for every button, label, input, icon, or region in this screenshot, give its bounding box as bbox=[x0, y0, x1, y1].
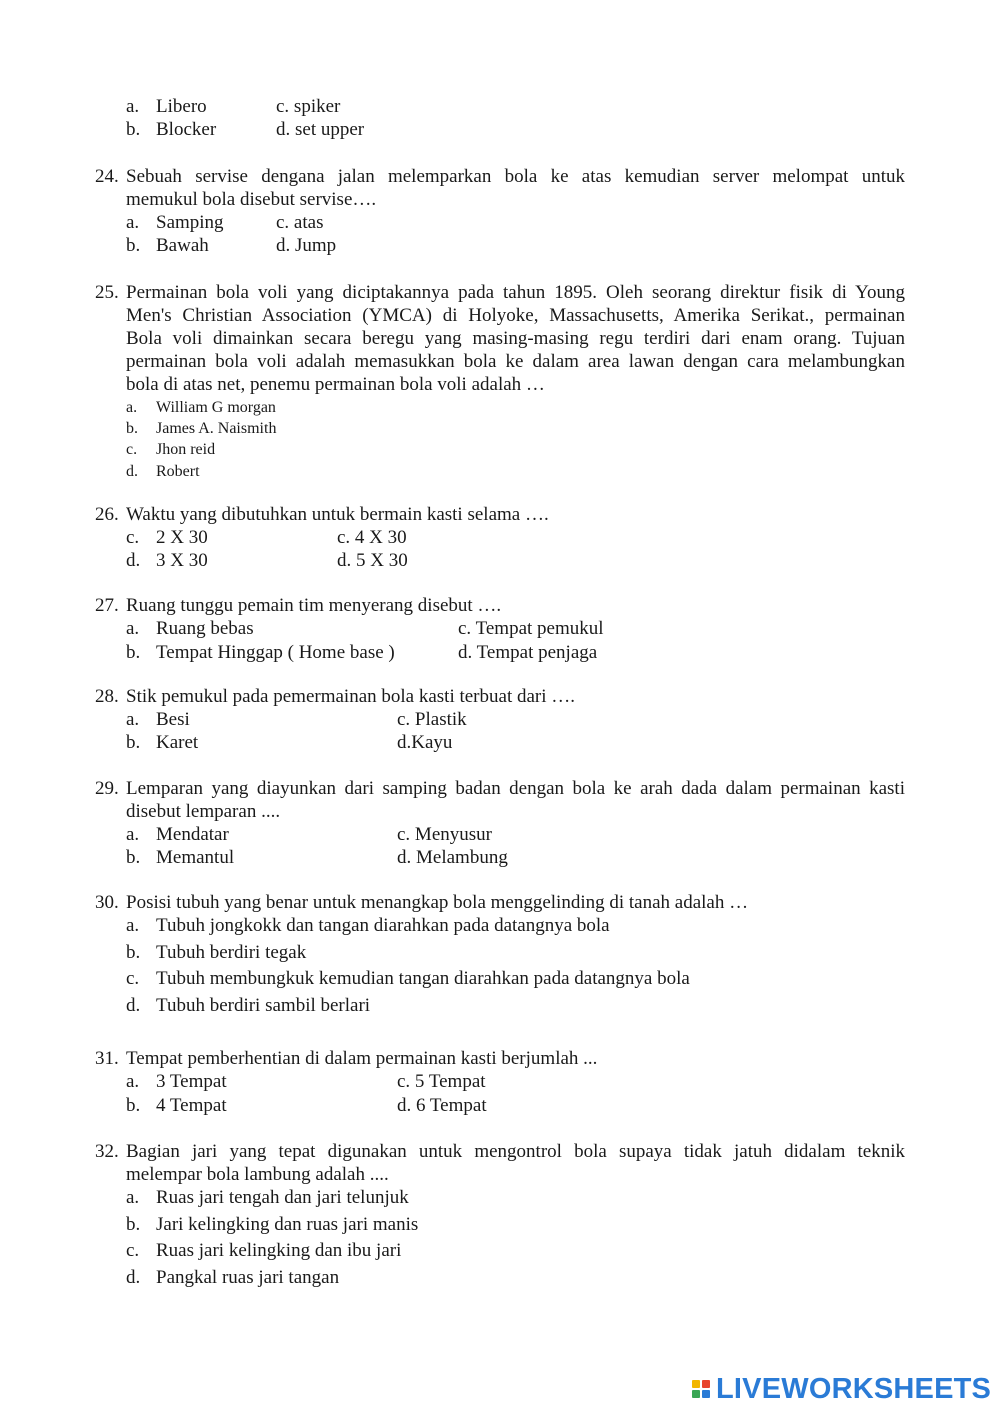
q32-option-c: Ruas jari kelingking dan ibu jari bbox=[156, 1240, 402, 1261]
option-letter: a. bbox=[126, 709, 140, 730]
q31-option-c: c. 5 Tempat bbox=[397, 1071, 486, 1092]
logo-text: LIVEWORKSHEETS bbox=[716, 1372, 992, 1405]
q24-text-line2: memukul bola disebut servise…. bbox=[126, 189, 377, 210]
q25-text-line: Permainan bola voli yang diciptakannya pada tahun 1895. Oleh seorang direktur fisik di Young bbox=[126, 282, 905, 303]
option-letter: d. bbox=[126, 995, 141, 1016]
q24-number: 24. bbox=[95, 166, 119, 187]
option-letter: c. bbox=[126, 441, 138, 458]
q24-option-b: Bawah bbox=[156, 235, 209, 256]
q28-option-c: c. Plastik bbox=[397, 709, 467, 730]
option-letter: d. bbox=[126, 463, 138, 480]
option-letter: a. bbox=[126, 96, 140, 117]
q29-text-line2: disebut lemparan .... bbox=[126, 801, 281, 822]
q24-option-d: d. Jump bbox=[276, 235, 337, 256]
option-letter: a. bbox=[126, 915, 140, 936]
q27-option-a: Ruang bebas bbox=[156, 618, 254, 639]
q25-option-c: Jhon reid bbox=[156, 441, 216, 458]
q32-option-d: Pangkal ruas jari tangan bbox=[156, 1267, 340, 1288]
q25-number: 25. bbox=[95, 282, 119, 303]
q27-option-c: c. Tempat pemukul bbox=[458, 618, 604, 639]
option-letter: a. bbox=[126, 1071, 140, 1092]
logo-square bbox=[702, 1380, 710, 1388]
q23-option-b: Blocker bbox=[156, 119, 217, 140]
q25-option-b: James A. Naismith bbox=[156, 420, 277, 437]
q30-option-b: Tubuh berdiri tegak bbox=[156, 942, 307, 963]
q26-option-4: d. 5 X 30 bbox=[337, 550, 408, 571]
q26-option-1: 2 X 30 bbox=[156, 527, 208, 548]
option-letter: a. bbox=[126, 212, 140, 233]
option-letter: b. bbox=[126, 642, 141, 663]
q24-text-line1: Sebuah servise dengana jalan melemparkan bola ke atas kemudian server melompat untuk bbox=[126, 166, 905, 187]
option-letter: c. bbox=[126, 1240, 140, 1261]
q31-number: 31. bbox=[95, 1048, 119, 1069]
logo-squares-icon bbox=[692, 1380, 710, 1398]
q27-option-d: d. Tempat penjaga bbox=[458, 642, 598, 663]
q27-option-b: Tempat Hinggap ( Home base ) bbox=[156, 642, 395, 663]
option-letter: a. bbox=[126, 618, 140, 639]
option-letter: b. bbox=[126, 1214, 141, 1235]
q25-option-a: William G morgan bbox=[156, 399, 276, 416]
option-letter: b. bbox=[126, 847, 141, 868]
q29-text-line1: Lemparan yang diayunkan dari samping badan dengan bola ke arah dada dalam permainan kasti bbox=[126, 778, 905, 799]
q30-number: 30. bbox=[95, 892, 119, 913]
q31-option-a: 3 Tempat bbox=[156, 1071, 227, 1092]
q30-text: Posisi tubuh yang benar untuk menangkap bola menggelinding di tanah adalah … bbox=[126, 892, 749, 913]
q26-number: 26. bbox=[95, 504, 119, 525]
q32-text-line2: melempar bola lambung adalah .... bbox=[126, 1164, 389, 1185]
q28-text: Stik pemukul pada pemermainan bola kasti terbuat dari …. bbox=[126, 686, 576, 707]
option-letter: b. bbox=[126, 732, 141, 753]
q29-option-c: c. Menyusur bbox=[397, 824, 492, 845]
option-letter: b. bbox=[126, 420, 138, 437]
q29-number: 29. bbox=[95, 778, 119, 799]
q23-option-a: Libero bbox=[156, 96, 207, 117]
q30-option-a: Tubuh jongkokk dan tangan diarahkan pada datangnya bola bbox=[156, 915, 610, 936]
q31-option-d: d. 6 Tempat bbox=[397, 1095, 487, 1116]
liveworksheets-logo[interactable] bbox=[692, 1374, 991, 1404]
option-letter: d. bbox=[126, 550, 141, 571]
q27-number: 27. bbox=[95, 595, 119, 616]
option-letter: a. bbox=[126, 1187, 140, 1208]
q28-number: 28. bbox=[95, 686, 119, 707]
q30-option-c: Tubuh membungkuk kemudian tangan diarahkan pada datangnya bola bbox=[156, 968, 690, 989]
logo-square bbox=[692, 1380, 700, 1388]
q31-text: Tempat pemberhentian di dalam permainan kasti berjumlah ... bbox=[126, 1048, 598, 1069]
q25-text-line: Bola voli dimainkan secara beregu yang masing-masing regu terdiri dari enam orang. Tujuan bbox=[126, 328, 905, 349]
option-letter: c. bbox=[126, 968, 140, 989]
q26-option-3: c. 4 X 30 bbox=[337, 527, 407, 548]
q27-text: Ruang tunggu pemain tim menyerang disebut …. bbox=[126, 595, 502, 616]
option-letter: b. bbox=[126, 1095, 141, 1116]
q25-text-line: bola di atas net, penemu permainan bola voli adalah … bbox=[126, 374, 545, 395]
q32-option-b: Jari kelingking dan ruas jari manis bbox=[156, 1214, 419, 1235]
option-letter: b. bbox=[126, 119, 141, 140]
q32-option-a: Ruas jari tengah dan jari telunjuk bbox=[156, 1187, 409, 1208]
q29-option-b: Memantul bbox=[156, 847, 235, 868]
q32-number: 32. bbox=[95, 1141, 119, 1162]
q28-option-d: d.Kayu bbox=[397, 732, 453, 753]
q31-option-b: 4 Tempat bbox=[156, 1095, 227, 1116]
q29-option-a: Mendatar bbox=[156, 824, 229, 845]
q23-option-c: c. spiker bbox=[276, 96, 341, 117]
q25-text-line: permainan bola voli adalah memasukkan bola ke dalam area lawan dengan cara melambungkan bbox=[126, 351, 905, 372]
option-letter: d. bbox=[126, 1267, 141, 1288]
q28-option-a: Besi bbox=[156, 709, 190, 730]
q28-option-b: Karet bbox=[156, 732, 199, 753]
option-letter: b. bbox=[126, 942, 141, 963]
option-letter: b. bbox=[126, 235, 141, 256]
q25-option-d: Robert bbox=[156, 463, 200, 480]
q26-option-2: 3 X 30 bbox=[156, 550, 208, 571]
q32-text-line1: Bagian jari yang tepat digunakan untuk mengontrol bola supaya tidak jatuh didalam teknik bbox=[126, 1141, 905, 1162]
q24-option-c: c. atas bbox=[276, 212, 324, 233]
logo-square bbox=[692, 1390, 700, 1398]
q25-text-line: Men's Christian Association (YMCA) di Holyoke, Massachusetts, Amerika Serikat., permainan bbox=[126, 305, 905, 326]
logo-square bbox=[702, 1390, 710, 1398]
option-letter: a. bbox=[126, 824, 140, 845]
q24-option-a: Samping bbox=[156, 212, 224, 233]
q23-option-d: d. set upper bbox=[276, 119, 365, 140]
q29-option-d: d. Melambung bbox=[397, 847, 508, 868]
option-letter: a. bbox=[126, 399, 138, 416]
option-letter: c. bbox=[126, 527, 140, 548]
q26-text: Waktu yang dibutuhkan untuk bermain kasti selama …. bbox=[126, 504, 549, 525]
q30-option-d: Tubuh berdiri sambil berlari bbox=[156, 995, 371, 1016]
